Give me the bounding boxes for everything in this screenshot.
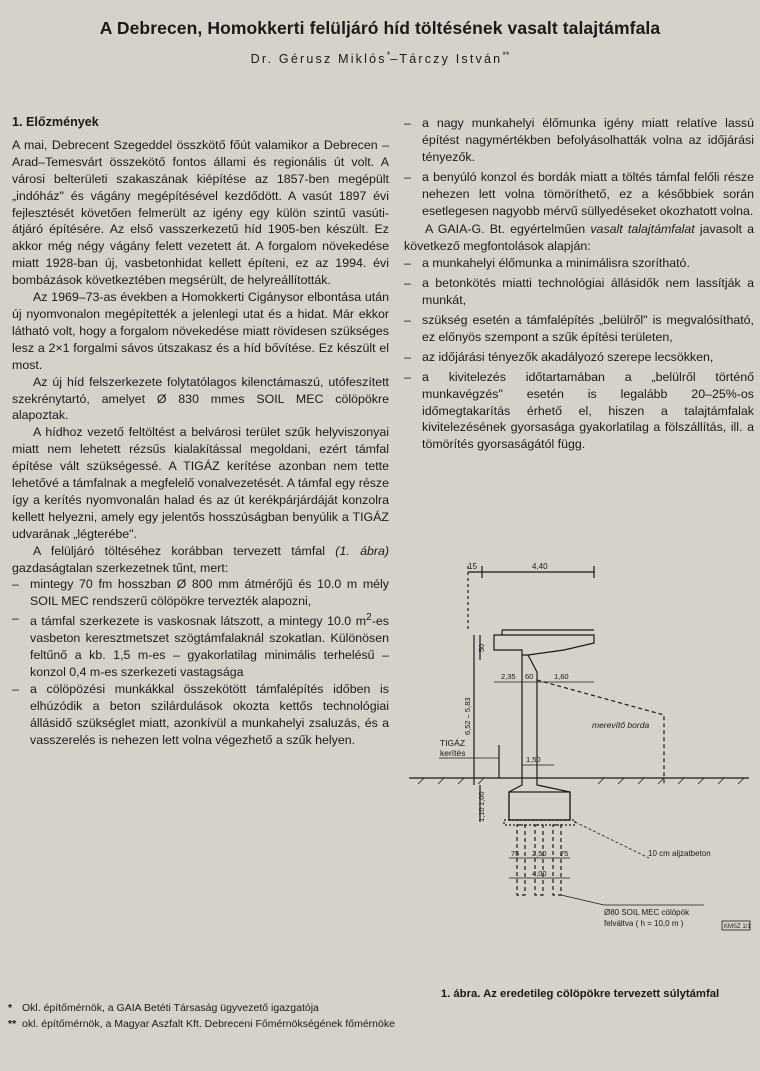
list-item: – a cölöpözési munkákkal összekötött támfalépítés időben is elhúzódik a beton szilárdulások okozta kettős technológiai állásidő szükséglet miatt, azonkívül a munkahelyi zsaluzás, és a vasszerelés is nehezen lett volna végezhető a szűk helyen. xyxy=(12,682,389,747)
dim-label: 2,35 xyxy=(501,672,516,681)
list-item: – a nagy munkahelyi élőmunka igény miatt relatíve lassú építést nagymértékben befolyásolhatták volna az időjárási tényezők. xyxy=(404,116,754,164)
paragraph-proposal: A GAIA-G. Bt. egyértelműen vasalt talajtámfalat javasolt a következő megfontolások alapján: xyxy=(404,222,754,254)
piles xyxy=(517,825,561,895)
list-item: – szükség esetén a támfalépítés „belülről" is megvalósítható, ez előnyös szempont a szűk építési területen, xyxy=(404,312,754,344)
figure-retaining-wall-drawing xyxy=(404,560,754,980)
label-piles: Ø80 SOIL MEC cölöpök xyxy=(604,908,690,917)
blinding-concrete xyxy=(504,820,575,825)
leader-line xyxy=(575,822,649,858)
list-item: – a benyúló konzol és bordák miatt a töltés támfal felőli része nehezen lett volna tömöríthető, ez a későbbiek során esetlegesen nagyobb mérvű süllyedéseket okozhatott volna. xyxy=(404,169,754,218)
footing xyxy=(509,792,570,820)
author-1: Dr. Gérusz Miklós xyxy=(250,52,387,67)
right-column xyxy=(404,115,754,453)
list-item: – a kivitelezés időtartamában a „belülről történő munkavégzés" esetén is legalább 20–25%-os időmegtakarítás érhető el, hiszen a talajtámfalak kivitelezésének gyorsasága gyakorlatilag a fölszállítás, ill. a tömörítés gyorsaságától függ. xyxy=(404,369,754,452)
dim-label: 4,40 xyxy=(532,562,548,571)
label-blinding-concrete: 10 cm aljzatbeton xyxy=(648,849,711,858)
author-2: Tárczy István xyxy=(399,52,503,67)
footnotes xyxy=(8,1000,748,1032)
list-item: – a betonkötés miatti technológiai állásidők nem lassítják a munkát, xyxy=(404,276,754,308)
dim-label: 1,00 xyxy=(477,791,486,806)
dim-label: 75 xyxy=(560,849,569,858)
dim-label: 1,60 xyxy=(554,672,569,681)
footnote-mark-1: * xyxy=(386,50,391,60)
paragraph-retaining-wall: A hídhoz vezető feltöltést a belvárosi terület szűk helyviszonyai miatt nem lehetett rézsűs kialakítással megoldani, ezért támfal építése vált szükségessé. A TIGÁZ kerítése azonban nem tette lehetővé a támfalnak a megfelelő vonalvezetését. A támfal egy része így a kerítés nyomvonalán halad és az út kerékpárjárdáját konzolra kellett helyezni, amely egy jelentős hosszúságban benyúlik a TIGÁZ udvarának „légterébe". xyxy=(12,425,389,541)
ground-hatch xyxy=(418,778,744,784)
figure-stamp: KMSZ 1/1 xyxy=(724,924,751,930)
footnote-mark-2: ** xyxy=(502,50,510,60)
dim-label: 2,50 xyxy=(532,849,547,858)
label-fence: kerítés xyxy=(440,748,466,758)
stiffening-rib xyxy=(537,680,664,785)
label-tigaz: TIGÁZ xyxy=(440,738,466,748)
dim-label: 15 xyxy=(468,562,477,571)
left-column xyxy=(12,114,389,749)
paragraph-new-route: Az 1969–73-as években a Homokkerti Cigánysor elbontása után új nyomvonalon megépítették a jelenlegi utat és a hidat. Már ekkor látható volt, hogy a forgalom növekedése miatt rövidesen szükséges lesz a 2×1 forgalmi sávos útszakasz és a híd bővítése. Ez készült el most. xyxy=(12,290,389,372)
list-item: – mintegy 70 fm hosszban Ø 800 mm átmérőjű és 10.0 m mély SOIL MEC rendszerű cölöpökre tervezték alapozni, xyxy=(12,577,389,609)
article-title: A Debrecen, Homokkerti felüljáró híd töltésének vasalt talajtámfala xyxy=(99,18,661,38)
paragraph-history: A mai, Debrecent Szegeddel összkötő főút valamikor a Debrecen –Arad–Temesvárt összekötő fontos állami és regionális út volt. A városi belterületi szakaszának kiépítése az 1857-ben megépült „indóház" és vágány megépítésével kezdődött. A vasút 1897 évi fejlesztését követően felmerült az igény egy külön szintű vasúti- átjáró építésére. Az első vasszerkezetű híd 1905-ben készült. Ez akkor még négy vágány felett vezetett át. A forgalom növekedése miatt 1928-ban új, vasbetonhidat kellett építeni, ez az 1994. évi bombázások következtében megsérült, de helyreállították. xyxy=(12,137,389,288)
dim-label: 60 xyxy=(525,672,534,681)
figure-caption: 1. ábra. Az eredetileg cölöpökre tervezett súlytámfal xyxy=(440,988,720,1000)
label-piles-note: felváltva ( h = 10,0 m ) xyxy=(604,919,684,928)
figure-reference: (1. ábra) xyxy=(335,543,389,558)
paragraph-original-design: A felüljáró töltéséhez korábban tervezett támfal (1. ábra) gazdaságtalan szerkezetnek tűnt, mert: xyxy=(12,543,389,575)
cantilever-deck xyxy=(494,635,594,655)
list-item: – a munkahelyi élőmunka a minimálisra szorítható. xyxy=(404,256,690,271)
dim-label: 50 xyxy=(477,643,486,652)
emphasis-term: vasalt talajtámfalat xyxy=(590,222,695,237)
paragraph-superstructure: Az új híd felszerkezete folytatólagos kilenctámaszú, utófeszített szekrénytartó, amelyet Ø 830 mmes SOIL MEC cölöpökre alapoztak. xyxy=(12,374,389,423)
leader-line xyxy=(561,895,604,905)
footnote: * Okl. építőmérnök, a GAIA Betéti Társaság ügyvezető igazgatója xyxy=(8,1002,319,1014)
label-stiffening-rib: merevítő borda xyxy=(592,720,650,730)
dim-label: 1,10 xyxy=(477,807,486,822)
dim-label: 6,52 – 5,83 xyxy=(463,697,472,735)
author-separator: – xyxy=(390,52,400,67)
list-item: – a támfal szerkezete is vaskosnak látszott, a mintegy 10.0 $m^2-es$ vasbeton keresztmetszet szögtámfalaknál szokatlan. Különösen feltűnő a kb. 1,5 m-es – gyakorlatilag minimális terhelésű – konzol 0,4 m-es szerkezeti vastagsága xyxy=(12,611,389,680)
section-heading: 1. Előzmények xyxy=(12,115,99,129)
footnote: ** okl. építőmérnök, a Magyar Aszfalt Kft. Debreceni Főmérnökségének főmérnöke xyxy=(8,1018,395,1030)
dim-label: 4,00 xyxy=(532,869,547,878)
list-item: – az időjárási tényezők akadályozó szerepe lecsökken, xyxy=(404,349,714,364)
author-line xyxy=(0,50,760,66)
dim-label: 1,50 xyxy=(526,755,541,764)
dim-label: 75 xyxy=(511,849,520,858)
